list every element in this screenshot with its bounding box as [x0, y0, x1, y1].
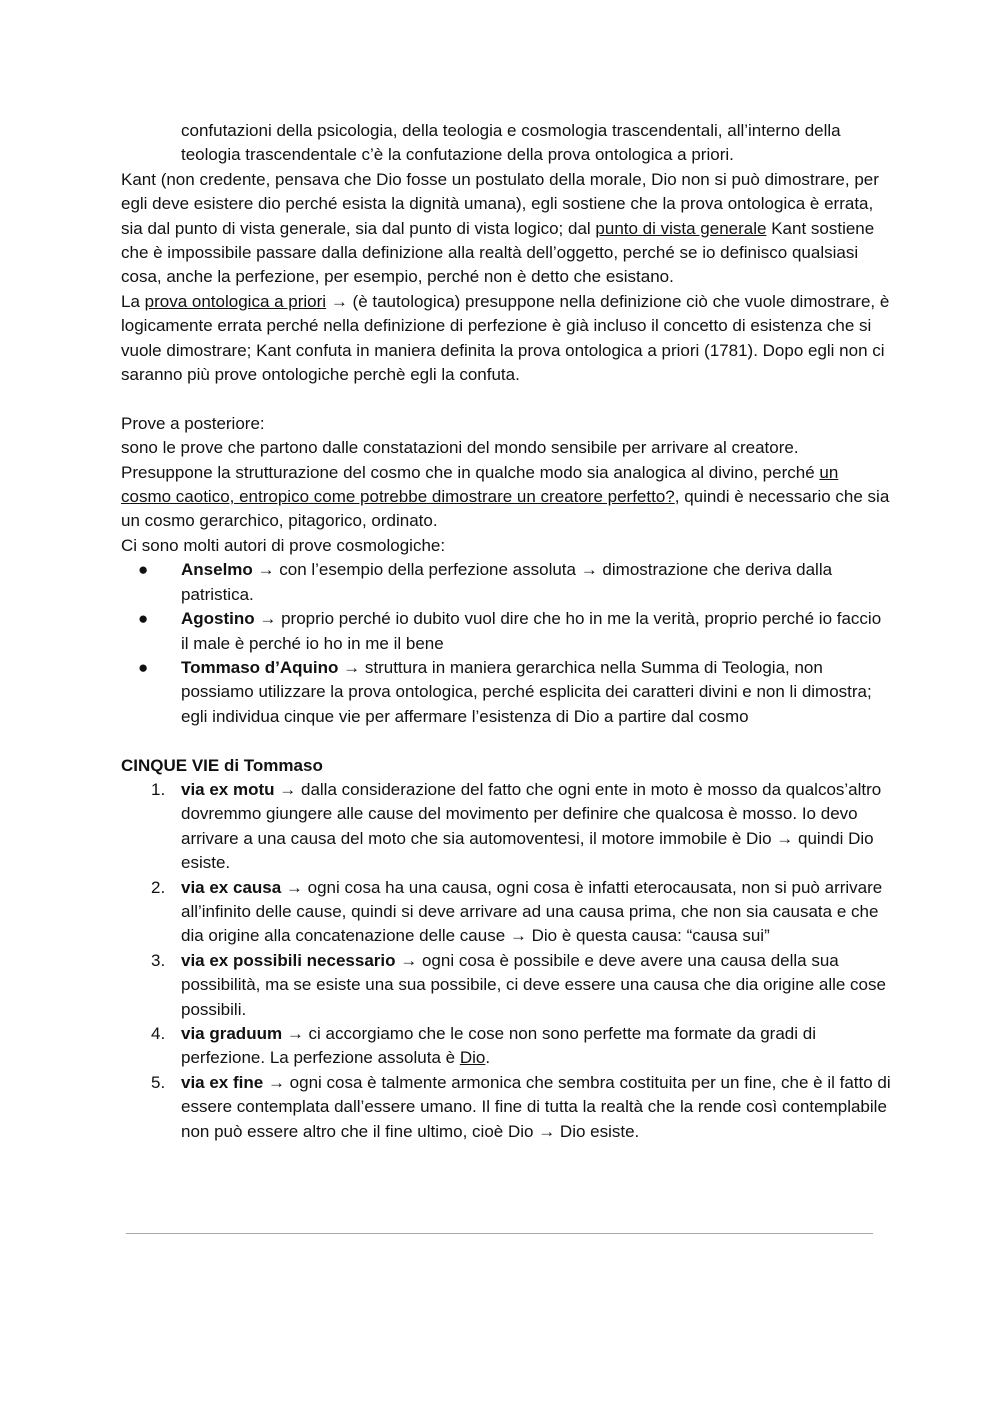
blank-line — [121, 387, 891, 411]
via-name: via ex causa — [181, 877, 282, 897]
posteriore-underlined: un cosmo caotico, entropico come potrebbe dimostrare un creatore perfetto? — [121, 462, 839, 507]
cinque-vie-heading — [121, 754, 891, 778]
via-text: → dalla considerazione del fatto che ogni ente in moto è mosso da qualcos’altro dovremmo giungere alle cause del movimento per definire che qualcosa è mosso. Io devo arrivare a una causa del moto che sia automoventesi, il motore immobile è Dio → quindi Dio esiste. — [181, 779, 882, 873]
posteriore-line: sono le prove che partono dalle constatazioni del mondo sensibile per arrivare al creatore. — [121, 438, 799, 458]
list-item — [121, 1022, 891, 1071]
heading-text: CINQUE VIE di Tommaso — [121, 755, 323, 775]
posteriore-heading: Prove a posteriore: — [121, 413, 265, 433]
posteriore-text-b: , quindi è necessario che sia un cosmo gerarchico, pitagorico, ordinato. — [121, 487, 890, 531]
via-underlined: Dio — [459, 1048, 486, 1068]
author-name: Anselmo — [181, 560, 253, 580]
kant-text-a: Kant (non credente, pensava che Dio fosse un postulato della morale, Dio non si può dimostrare, per egli deve esistere dio perché esista la dignità umana), egli sostiene che la prova ontologica è errata, sia dal punto di vista generale, sia dal punto di vista logico; dal — [121, 169, 879, 238]
bullet-marker: ● — [138, 657, 149, 677]
horizontal-rule — [126, 1233, 873, 1234]
bullet-marker: ● — [138, 609, 149, 629]
list-number: 5. — [151, 1072, 166, 1092]
list-number: 2. — [151, 877, 166, 897]
list-item — [121, 876, 891, 949]
list-item — [121, 607, 891, 656]
list-item — [121, 656, 891, 729]
prova-paragraph — [121, 290, 891, 388]
via-text: → ci accorgiamo che le cose non sono perfette ma formate da gradi di perfezione. La perfezione assoluta è — [181, 1024, 816, 1068]
via-tail: . — [485, 1048, 491, 1068]
author-text: → con l’esempio della perfezione assoluta → dimostrazione che deriva dalla patristica. — [181, 560, 833, 604]
author-text: → proprio perché io dubito vuol dire che ho in me la verità, proprio perché io faccio il male è perché io ho in me il bene — [181, 609, 882, 653]
via-name: via ex motu — [181, 779, 275, 799]
posteriore-text-a: Presuppone la strutturazione del cosmo che in qualche modo sia analogica al divino, perché — [121, 462, 820, 482]
list-item — [121, 949, 891, 1022]
list-number: 1. — [151, 779, 166, 799]
list-number: 3. — [151, 950, 166, 970]
kant-underlined: punto di vista generale — [595, 218, 767, 238]
cinque-vie-list — [121, 778, 891, 1144]
kant-text-b: Kant sostiene che è impossibile passare dalla definizione alla realtà dell’oggetto, perché se io definisco qualsiasi cosa, anche la perfezione, per esempio, perché non è detto che esistano. — [121, 218, 875, 287]
via-text: → ogni cosa è talmente armonica che sembra costituita per un fine, che è il fatto di essere contemplata dall’essere umano. Il fine di tutta la realtà che la rende così contemplabile non può essere altro che il fine ultimo, cioè Dio → Dio esiste. — [181, 1072, 891, 1141]
via-name: via ex possibili necessario — [181, 950, 396, 970]
authors-intro: Ci sono molti autori di prove cosmologiche: — [121, 535, 446, 555]
posteriore-paragraph — [121, 461, 891, 534]
author-text: → struttura in maniera gerarchica nella Summa di Teologia, non possiamo utilizzare la prova ontologica, perché esplicita dei caratteri divini e non li dimostra; egli individua cinque vie per affermare l’esistenza di Dio a partire dal cosmo — [181, 657, 872, 726]
bullet-marker: ● — [138, 560, 149, 580]
list-item — [121, 1071, 891, 1144]
prova-text-a: La — [121, 291, 145, 311]
via-text: → ogni cosa ha una causa, ogni cosa è infatti eterocausata, non si può arrivare all’infinito delle cause, quindi si deve arrivare ad una causa prima, che non sia causata e che dia origine alla concatenazione delle cause → Dio è questa causa: “causa sui” — [181, 877, 883, 946]
prova-underlined: prova ontologica a priori — [144, 291, 327, 311]
author-name: Agostino — [181, 609, 255, 629]
document-body — [121, 119, 891, 1144]
intro-paragraph: confutazioni della psicologia, della teologia e cosmologia trascendentali, all’interno della teologia trascendentale c’è la confutazione della prova ontologica a priori. — [181, 121, 841, 165]
kant-paragraph — [121, 168, 891, 290]
prova-text-b: → (è tautologica) presuppone nella definizione ciò che vuole dimostrare, è logicamente errata perché nella definizione di perfezione è già incluso il concetto di esistenza che si vuole dimostrare; Kant confuta in maniera definita la prova ontologica a priori (1781). Dopo egli non ci saranno più prove ontologiche perchè egli la confuta. — [121, 291, 890, 385]
via-name: via ex fine — [181, 1072, 264, 1092]
via-name: via graduum — [181, 1024, 283, 1043]
list-item — [121, 778, 891, 876]
author-name: Tommaso d’Aquino — [181, 657, 339, 677]
list-number: 4. — [151, 1024, 166, 1043]
blank-line — [121, 729, 891, 753]
authors-list — [121, 558, 891, 729]
list-item — [121, 558, 891, 607]
via-text: → ogni cosa è possibile e deve avere una causa della sua possibilità, ma se esiste una sua possibile, ci deve essere una causa che dia origine alle cose possibili. — [181, 950, 886, 1019]
